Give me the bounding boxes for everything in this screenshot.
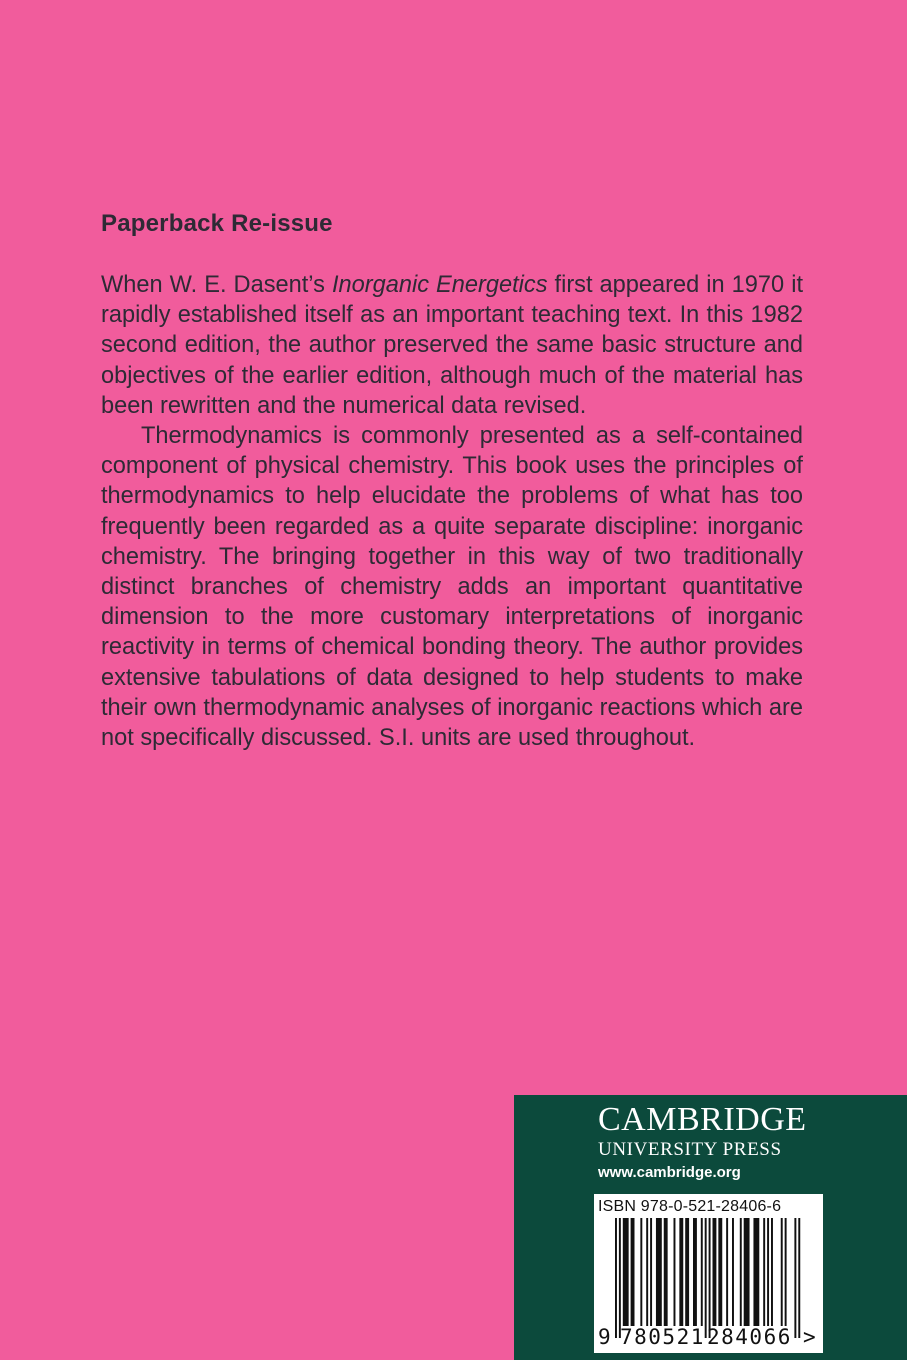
publisher-name: CAMBRIDGE xyxy=(598,1101,807,1138)
barcode-bar xyxy=(619,1218,621,1338)
blurb-paragraph-1 xyxy=(101,270,803,421)
barcode-bar xyxy=(726,1218,728,1326)
barcode-bar xyxy=(640,1218,642,1326)
isbn-label: ISBN 978-0-521-28406-6 xyxy=(598,1198,782,1215)
barcode-bar xyxy=(646,1218,648,1326)
barcode-bar xyxy=(798,1218,800,1338)
barcode-bar xyxy=(785,1218,787,1326)
barcode-quiet-mark: > xyxy=(803,1325,818,1349)
barcode-bar xyxy=(674,1218,676,1326)
barcode-bar xyxy=(709,1218,711,1338)
barcode-bar xyxy=(623,1218,629,1326)
barcode-bar xyxy=(794,1218,796,1338)
barcode-bar xyxy=(740,1218,742,1326)
section-heading: Paperback Re-issue xyxy=(101,210,333,237)
blurb-paragraph-2: Thermodynamics is commonly presented as a self-contained component of physical chemistry. This book uses the principles of thermodynamics to help elucidate the problems of what has too frequently been regarded as a quite separate discipline: inorganic chemistry. The bringing together in this way of two traditionally distinct branches of chemistry adds an important quantitative dimension to the more customary interpretations of inorganic reactivity in terms of chemical bonding theory. The author provides extensive tabulations of data designed to help students to make their own thermodynamic analyses of inorganic reactions which are not specifically discussed. S.I. units are used throughout. xyxy=(101,423,803,752)
barcode-bar xyxy=(718,1218,722,1326)
barcode-bar xyxy=(685,1218,689,1326)
barcode-bar xyxy=(679,1218,683,1326)
barcode-right-digits: 284066 xyxy=(707,1325,792,1349)
blurb-text xyxy=(101,270,803,753)
barcode-bar xyxy=(656,1218,662,1326)
barcode-bar xyxy=(732,1218,734,1326)
barcode-bar xyxy=(664,1218,668,1326)
barcode-bar xyxy=(763,1218,765,1326)
barcode-box xyxy=(594,1194,823,1353)
barcode-lead-digit: 9 xyxy=(598,1325,613,1349)
publisher-subtitle: UNIVERSITY PRESS xyxy=(598,1139,782,1160)
publisher-website: www.cambridge.org xyxy=(598,1164,741,1181)
barcode-bar xyxy=(744,1218,750,1326)
barcode-left-digits: 780521 xyxy=(620,1325,705,1349)
barcode-bar xyxy=(701,1218,703,1326)
paragraph-1-lead: When W. E. Dasent’s xyxy=(101,272,332,298)
paragraph-1-rest: first appeared in 1970 it rapidly established itself as an important teaching text. In this 1982 second edition, the author preserved the same basic structure and objectives of the earlier edition, although much of the material has been rewritten and the numerical data revised. xyxy=(101,272,803,419)
barcode-bar xyxy=(771,1218,773,1326)
barcode-bar xyxy=(767,1218,769,1326)
barcode-bar xyxy=(781,1218,783,1326)
barcode-bar xyxy=(693,1218,697,1326)
barcode-bar xyxy=(705,1218,707,1338)
barcode-bar xyxy=(650,1218,652,1326)
barcode-bar xyxy=(713,1218,717,1326)
book-title: Inorganic Energetics xyxy=(331,272,548,298)
barcode-bar xyxy=(753,1218,759,1326)
barcode-bar xyxy=(615,1218,617,1338)
barcode-bar xyxy=(631,1218,635,1326)
publisher-panel xyxy=(514,1095,907,1360)
